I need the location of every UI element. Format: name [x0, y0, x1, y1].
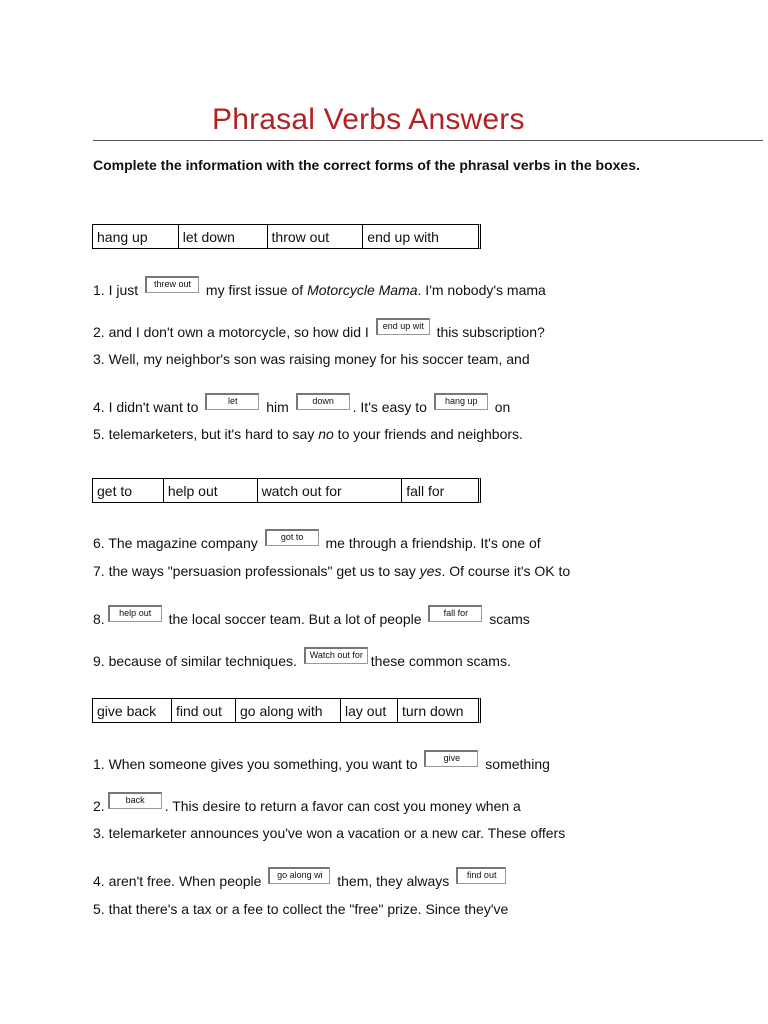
- word-box-3: [92, 698, 481, 723]
- line-text: 1. When someone gives you something, you want to: [93, 756, 418, 772]
- line-text: 7. the ways "persuasion professionals" get us to say: [93, 563, 420, 579]
- answer-field[interactable]: [108, 605, 162, 622]
- answer-field[interactable]: [376, 318, 430, 335]
- answer-field[interactable]: [205, 393, 259, 410]
- answer-value: fall for: [443, 608, 469, 618]
- italic-text: yes: [419, 563, 442, 579]
- line-text: something: [485, 756, 550, 772]
- page-title: Phrasal Verbs Answers: [212, 103, 525, 136]
- line-text: 8.: [93, 611, 105, 627]
- answer-field[interactable]: [296, 393, 350, 410]
- answer-field[interactable]: [304, 647, 368, 664]
- answer-value: help out: [119, 608, 152, 618]
- answer-field[interactable]: [456, 867, 506, 884]
- line-text: . This desire to return a favor can cost you money when a: [164, 798, 521, 814]
- line-text: to your friends and neighbors.: [333, 426, 523, 442]
- line-text: . It's easy to: [352, 399, 427, 415]
- answer-value: Watch out for: [309, 650, 363, 660]
- line-text: them, they always: [337, 873, 450, 889]
- line-text: . I'm nobody's mama: [417, 282, 546, 298]
- answer-field[interactable]: [428, 605, 482, 622]
- answer-value: find out: [466, 870, 497, 880]
- line-text: 4. aren't free. When people: [93, 873, 262, 889]
- line-text: 6. The magazine company: [93, 535, 258, 551]
- exercise-line: 5. that there's a tax or a fee to collect the "free" prize. Since they've: [93, 901, 509, 917]
- exercise-line: [93, 647, 511, 669]
- answer-value: let: [228, 396, 238, 406]
- word-box-cell: turn down: [402, 703, 464, 719]
- answer-value: end up wit: [382, 321, 424, 331]
- exercise-line: [93, 426, 523, 442]
- word-box-cell: watch out for: [258, 479, 403, 502]
- line-text: 2.: [93, 798, 105, 814]
- line-text: my first issue of: [205, 282, 308, 298]
- answer-value: got to: [280, 532, 304, 542]
- line-text: him: [266, 399, 289, 415]
- word-box-cell: help out: [164, 479, 258, 502]
- answer-value: give: [443, 753, 461, 763]
- exercise-line: [93, 393, 510, 415]
- word-box-cell: hang up: [93, 225, 179, 248]
- exercise-line: [93, 792, 521, 814]
- exercise-line: [93, 750, 550, 772]
- line-text: on: [494, 399, 511, 415]
- exercise-line: [93, 529, 541, 551]
- line-text: 5. telemarketers, but it's hard to say: [93, 426, 319, 442]
- answer-field[interactable]: [145, 276, 199, 293]
- line-text: these common scams.: [370, 653, 511, 669]
- word-box-cell: throw out: [268, 225, 364, 248]
- instructions: Complete the information with the correct forms of the phrasal verbs in the boxes.: [93, 157, 640, 173]
- exercise-line: [93, 276, 546, 298]
- answer-value: down: [312, 396, 334, 406]
- line-text: 9. because of similar techniques.: [93, 653, 297, 669]
- line-text: the local soccer team. But a lot of people: [168, 611, 422, 627]
- italic-text: Motorcycle Mama: [307, 282, 418, 298]
- word-box-cell: get to: [93, 479, 164, 502]
- word-box-cell: give back: [93, 699, 172, 722]
- line-text: 1. I just: [93, 282, 139, 298]
- italic-text: no: [318, 426, 334, 442]
- answer-field[interactable]: [265, 529, 319, 546]
- answer-field[interactable]: [424, 750, 478, 767]
- line-text: . Of course it's OK to: [441, 563, 571, 579]
- exercise-line: [93, 605, 530, 627]
- word-box-cell: go along with: [236, 699, 341, 722]
- answer-value: hang up: [445, 396, 478, 406]
- exercise-line: [93, 867, 509, 889]
- word-box-cell: lay out: [341, 699, 398, 722]
- word-box-2: [92, 478, 481, 503]
- answer-field[interactable]: [108, 792, 162, 809]
- line-text: scams: [489, 611, 530, 627]
- answer-value: go along wi: [277, 870, 323, 880]
- line-text: 4. I didn't want to: [93, 399, 199, 415]
- word-box-1: [92, 224, 481, 249]
- title-divider: [93, 140, 763, 141]
- answer-value: back: [125, 795, 145, 805]
- answer-field[interactable]: [434, 393, 488, 410]
- line-text: this subscription?: [436, 324, 545, 340]
- word-box-cell: fall for: [406, 483, 445, 499]
- line-text: 2. and I don't own a motorcycle, so how did I: [93, 324, 369, 340]
- exercise-line: [93, 563, 570, 579]
- answer-field[interactable]: [268, 867, 330, 884]
- exercise-line: [93, 318, 545, 340]
- exercise-line: 3. telemarketer announces you've won a vacation or a new car. These offers: [93, 825, 566, 841]
- word-box-cell: end up with: [367, 229, 439, 245]
- line-text: me through a friendship. It's one of: [325, 535, 541, 551]
- word-box-cell: find out: [172, 699, 236, 722]
- exercise-line: 3. Well, my neighbor's son was raising money for his soccer team, and: [93, 351, 530, 367]
- answer-value: threw out: [154, 279, 192, 289]
- word-box-cell: let down: [179, 225, 268, 248]
